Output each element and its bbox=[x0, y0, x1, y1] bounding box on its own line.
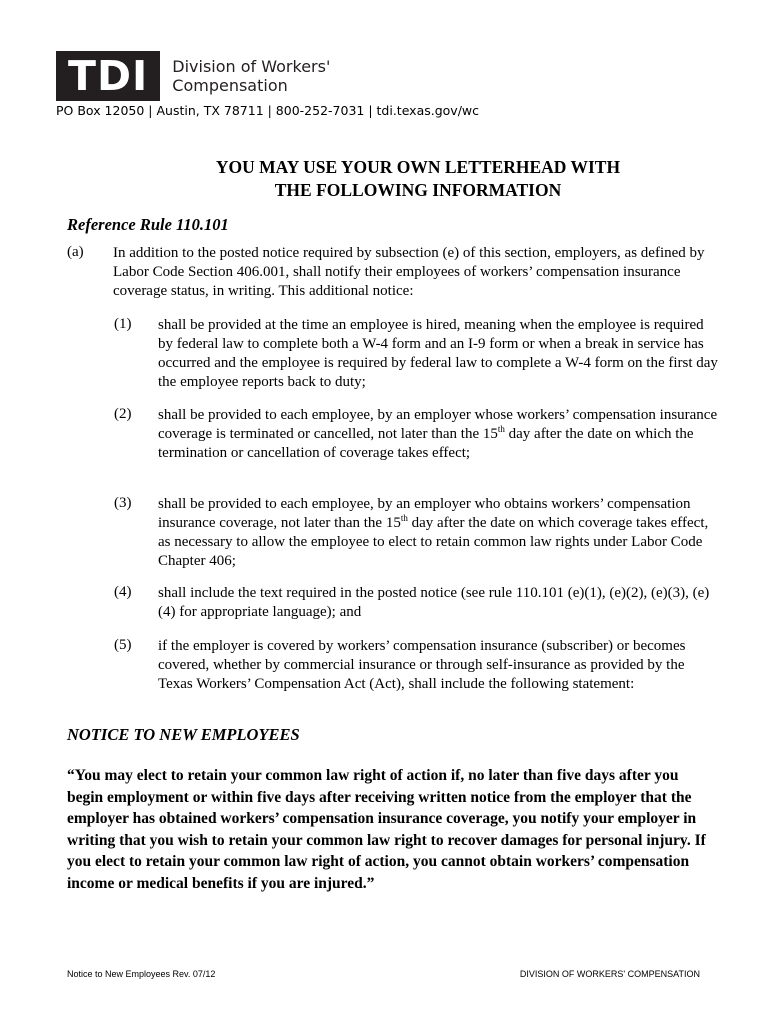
item-4-text: shall include the text required in the posted notice (see rule 110.101 (e)(1), (e)(2), (e)(3), (e)(4) for appropriate language); and bbox=[158, 585, 710, 620]
footer-division: DIVISION OF WORKERS' COMPENSATION bbox=[519, 969, 700, 979]
organization-name bbox=[172, 57, 330, 95]
item-1-label: (1) bbox=[114, 316, 132, 332]
notice-heading: NOTICE TO NEW EMPLOYEES bbox=[67, 725, 300, 744]
item-1-text: shall be provided at the time an employee is hired, meaning when the employee is required by federal law to complete both a W-4 form and an I-9 form or when a break in service has occurred and the employee is required by federal law to complete a W-4 form on the first day the employee reports back to duty; bbox=[158, 317, 718, 390]
section-a-label: (a) bbox=[67, 244, 84, 260]
item-5-text: if the employer is covered by workers’ compensation insurance (subscriber) or becomes covered, whether by commercial insurance or through self-insurance as provided by the Texas Workers’ Compensation Act (Act), shall include the following statement: bbox=[158, 638, 686, 692]
item-3-label: (3) bbox=[114, 495, 132, 511]
organization-name-line2: Compensation bbox=[172, 76, 288, 95]
item-4-label: (4) bbox=[114, 584, 132, 600]
page-title-line2: THE FOLLOWING INFORMATION bbox=[274, 180, 562, 200]
item-5-label: (5) bbox=[114, 637, 132, 653]
item-3-text-end: day after the date on which coverage takes effect, as necessary to allow the employee to elect to retain common law rights under Labor Code Chapter 406; bbox=[158, 515, 709, 569]
footer-revision: Notice to New Employees Rev. 07/12 bbox=[67, 969, 216, 979]
item-2-superscript: th bbox=[497, 424, 505, 434]
item-3-text bbox=[158, 495, 718, 571]
page-title bbox=[100, 156, 736, 202]
contact-address: PO Box 12050 | Austin, TX 78711 | 800-252-7031 | tdi.texas.gov/wc bbox=[56, 103, 479, 118]
item-2-text bbox=[158, 406, 718, 463]
organization-name-line1: Division of Workers' bbox=[172, 57, 331, 76]
item-2-text-end: day after the date on which the termination or cancellation of coverage takes effect; bbox=[158, 426, 694, 461]
tdi-logo bbox=[56, 51, 330, 101]
reference-heading: Reference Rule 110.101 bbox=[67, 215, 229, 234]
tdi-logo-mark: TDI bbox=[56, 51, 160, 101]
item-3-superscript: th bbox=[400, 513, 408, 523]
employee-statement: “You may elect to retain your common law right of action if, no later than five days after you begin employment or within five days after receiving written notice from the employer that the employer has obtained workers’ compensation insurance coverage, you notify your employer in writing that you wish to retain your common law right to recover damages for personal injury. If you elect to retain your common law right of action, you cannot obtain workers’ compensation income or medical benefits if you are injured.” bbox=[67, 767, 706, 892]
item-2-label: (2) bbox=[114, 406, 132, 422]
item-2-text-start: shall be provided to each employee, by an employer whose workers’ compensation insurance coverage is terminated or cancelled, not later than the 15 bbox=[158, 407, 718, 442]
page-title-line1: YOU MAY USE YOUR OWN LETTERHEAD WITH bbox=[215, 157, 621, 177]
section-a-text: In addition to the posted notice required by subsection (e) of this section, employers, as defined by Labor Code Section 406.001, shall notify their employees of workers’ compensation insurance coverage status, in writing. This additional notice: bbox=[113, 245, 705, 299]
item-3-text-start: shall be provided to each employee, by an employer who obtains workers’ compensation insurance coverage, not later than the 15 bbox=[158, 496, 691, 531]
